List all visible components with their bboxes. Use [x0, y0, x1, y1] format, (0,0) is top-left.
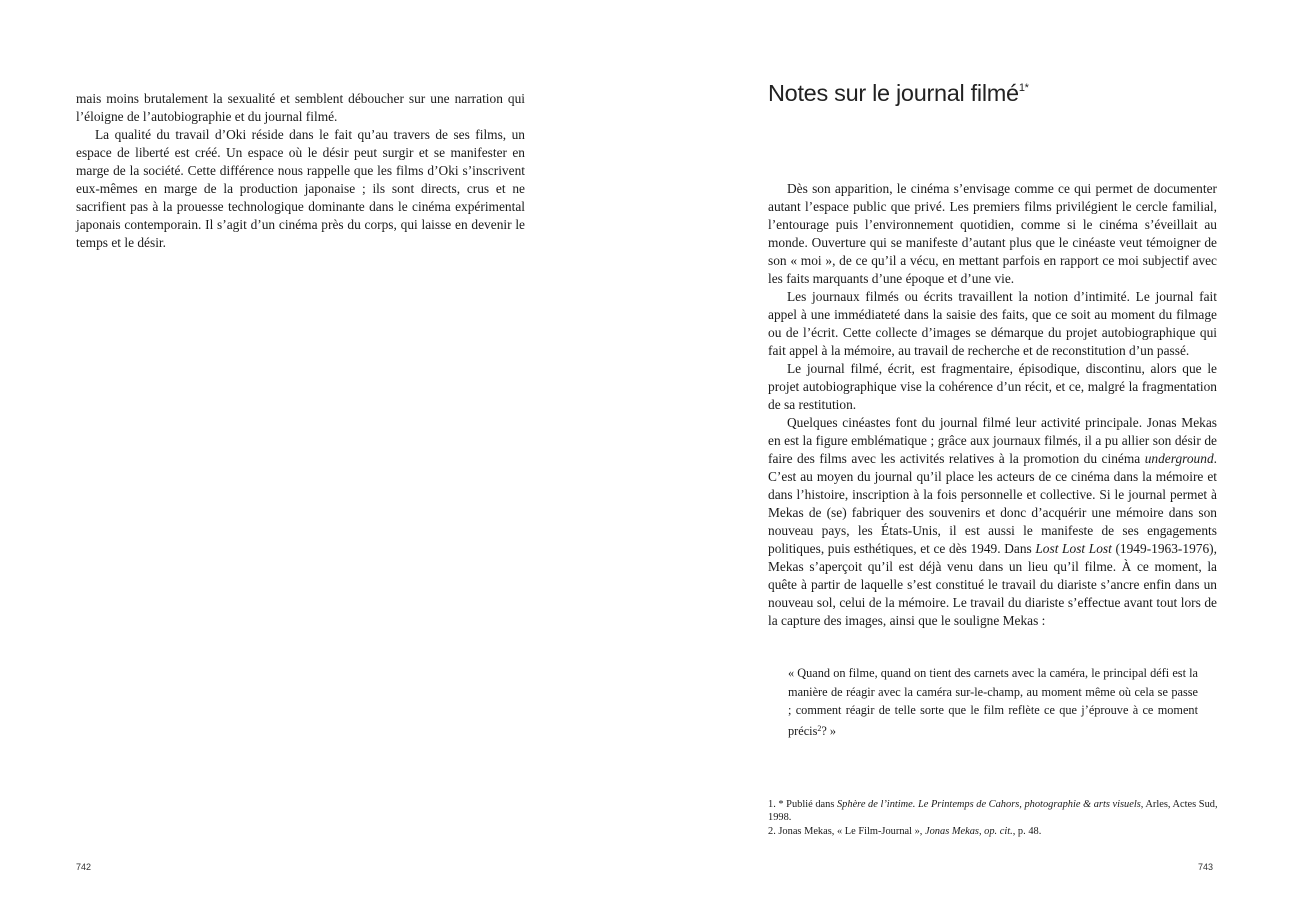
paragraph: mais moins brutalement la sexualité et semblent déboucher sur une narration qui l’éloigne de l’autobiographie et du journal filmé. [76, 91, 525, 124]
footnotes [768, 798, 1218, 838]
chapter-title-text: Notes sur le journal filmé [768, 80, 1019, 106]
chapter-title [768, 80, 1029, 107]
footnote-1 [768, 798, 1218, 825]
italic-title: Sphère de l’intime. Le Printemps de Cahors, photographie & arts visuels, [836, 799, 1144, 810]
paragraph: Dès son apparition, le cinéma s’envisage comme ce qui permet de documenter autant l’espace public que privé. Les premiers films privilégient le cercle familial, l’entourage puis l’environnement quotidien, comme si le cinéma s’éveillait au monde. Ouverture qui se manifeste d’autant plus que le cinéaste veut témoigner de son « moi », de ce qu’il a vécu, en mettant parfois en rapport ce moi subjectif avec les faits marquants d’une époque et d’une vie. [768, 181, 1217, 286]
paragraph [768, 414, 1217, 630]
right-body-text [768, 180, 1217, 630]
film-title: Lost Lost Lost [1035, 541, 1112, 556]
text-run: , p. 48. [1012, 825, 1042, 837]
text-run: ? » [821, 723, 837, 738]
text-run: « Quand on filme, quand on tient des carnets avec la caméra, le principal défi est la manière de réagir avec la caméra sur-le-champ, au moment même où cela se passe ; comment réagir de telle sorte que le film reflète ce que j’éprouve à ce moment précis [788, 666, 1198, 738]
footnote-ref: 2 [817, 723, 822, 733]
italic-title: Jonas Mekas, op. cit. [925, 825, 1013, 837]
page-number: 742 [76, 862, 92, 872]
italic-term: underground [1144, 451, 1214, 466]
paragraph: La qualité du travail d’Oki réside dans le fait qu’au travers de ses films, un espace de liberté est créé. Un espace où le désir peut surgir et se manifester en marge de la société. Cette différence nous rappelle que les films d’Oki s’inscrivent eux-mêmes en marge de la production japonaise ; ils sont directs, crus et ne sacrifient pas à la prouesse technologique dominante dans le cinéma expérimental japonais contemporain. Il s’agit d’un cinéma près du corps, qui laisse en devenir le temps et le désir. [76, 127, 525, 250]
block-quote [788, 664, 1198, 740]
left-body-text [76, 90, 525, 252]
footnote-2 [768, 825, 1218, 838]
text-run: 1. * Publié dans [768, 799, 837, 810]
left-page [0, 0, 646, 913]
paragraph: Le journal filmé, écrit, est fragmentaire, épisodique, discontinu, alors que le projet autobiographique vise la cohérence d’un récit, et ce, malgré la fragmentation de sa restitution. [768, 361, 1217, 412]
text-run: 2. Jonas Mekas, « Le Film-Journal », [768, 825, 925, 837]
quote-text [788, 664, 1198, 740]
text-run: Quelques cinéastes font du journal filmé leur activité principale. Jonas Mekas en est la figure emblématique ; grâce aux journaux filmés, il a pu allier son désir de faire des films avec les activités relatives à la promotion du cinéma [768, 415, 1217, 466]
paragraph: Les journaux filmés ou écrits travaillent la notion d’intimité. Le journal fait appel à une immédiateté dans la saisie des faits, que ce soit au moment du filmage ou de l’écrit. Cette collecte d’images se démarque du projet autobiographique qui fait appel à la mémoire, au travail de recherche et de reconstitution d’un passé. [768, 289, 1217, 358]
text-run: . C’est au moyen du journal qu’il place les acteurs de ce cinéma dans la mémoire et dans l’histoire, inscription à la fois personnelle et collective. Si le journal permet à Mekas de (se) fabriquer des souvenirs et donc d’acquérir une mémoire dans son nouveau pays, les États-Unis, il est aussi le manifeste de ses engagements politiques, puis esthétiques, et ce dès 1949. Dans [768, 451, 1217, 556]
page-number: 743 [1198, 862, 1214, 872]
right-page [646, 0, 1293, 913]
title-note-ref: 1* [1018, 82, 1029, 94]
text-run: (1949-1963-1976), Mekas s’aperçoit qu’il est déjà venu dans un lieu qu’il filme. À ce moment, la quête à partir de laquelle s’est constitué le travail du diariste s’ancre enfin dans un nouveau sol, celui de la mémoire. Le travail du diariste s’effectue avant tout lors de la capture des images, ainsi que le souligne Mekas : [768, 541, 1217, 628]
text-run: Arles, Actes Sud, 1998. [768, 799, 1218, 824]
